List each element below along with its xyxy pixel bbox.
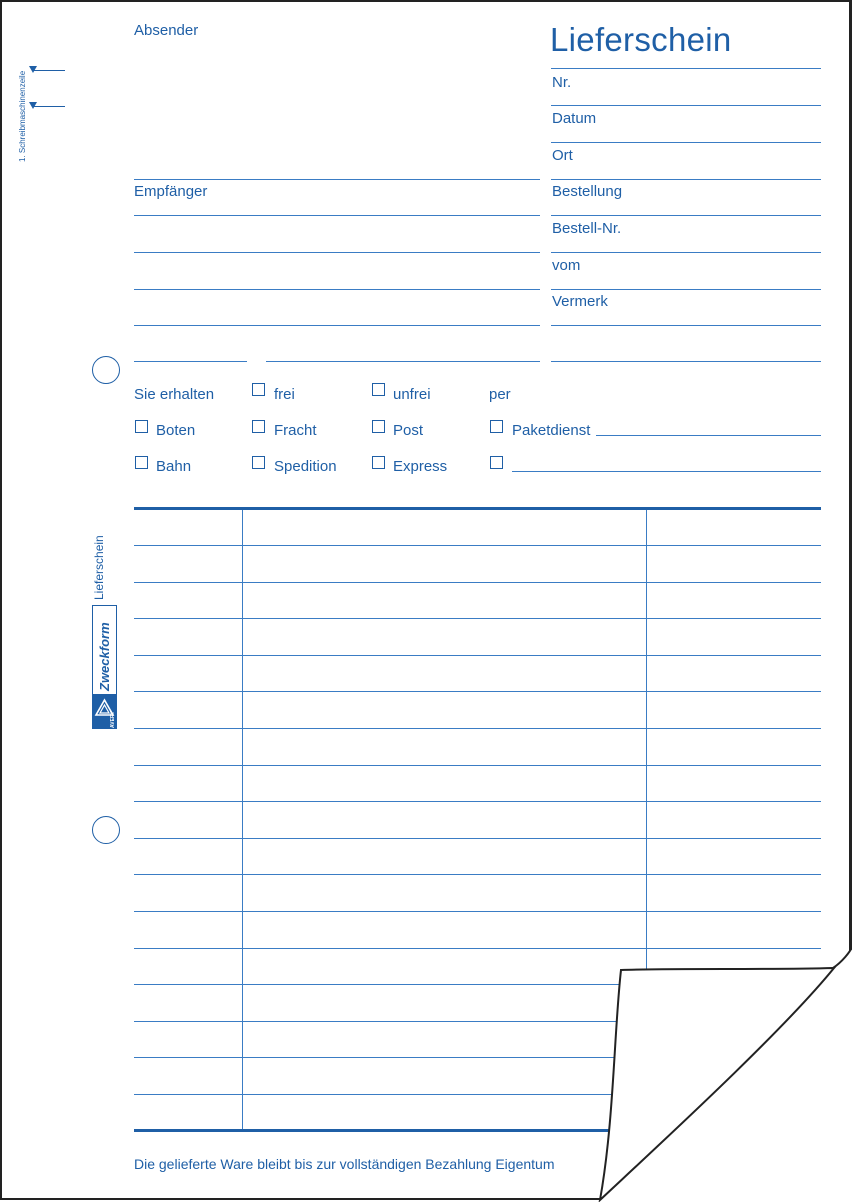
option-fracht-label: Fracht bbox=[274, 422, 317, 439]
option-per-label: per bbox=[489, 386, 511, 403]
option-express-label: Express bbox=[393, 458, 448, 475]
sender-label: Absender bbox=[134, 22, 199, 39]
option-spedition-label: Spedition bbox=[274, 458, 337, 475]
field-vermerk-label: Vermerk bbox=[552, 293, 608, 310]
page-curl bbox=[2, 2, 852, 1202]
option-paketdienst-label: Paketdienst bbox=[512, 422, 591, 439]
field-datum-label: Datum bbox=[552, 110, 597, 127]
brand-name: Zweckform bbox=[97, 622, 112, 691]
option-bahn-label: Bahn bbox=[156, 458, 192, 475]
footer-note: Die gelieferte Ware bleibt bis zur vollständigen Bezahlung Eigentum bbox=[134, 1156, 555, 1172]
option-unfrei-label: unfrei bbox=[393, 386, 431, 403]
shipping-prefix: Sie erhalten bbox=[134, 386, 215, 403]
field-bestell-nr-label: Bestell-Nr. bbox=[552, 220, 622, 237]
field-ort-label: Ort bbox=[552, 147, 573, 164]
avery-brand-name: AVERY bbox=[110, 711, 116, 728]
recipient-label: Empfänger bbox=[134, 183, 208, 200]
page-title: Lieferschein bbox=[550, 21, 732, 58]
field-vom-label: vom bbox=[552, 257, 581, 274]
margin-label: 1. Schreibmaschinenzeile bbox=[18, 70, 27, 162]
option-frei-label: frei bbox=[274, 386, 295, 403]
option-boten-label: Boten bbox=[156, 422, 196, 439]
side-title: Lieferschein bbox=[92, 535, 106, 600]
field-nr-label: Nr. bbox=[552, 74, 572, 91]
field-bestellung-label: Bestellung bbox=[552, 183, 623, 200]
option-post-label: Post bbox=[393, 422, 424, 439]
